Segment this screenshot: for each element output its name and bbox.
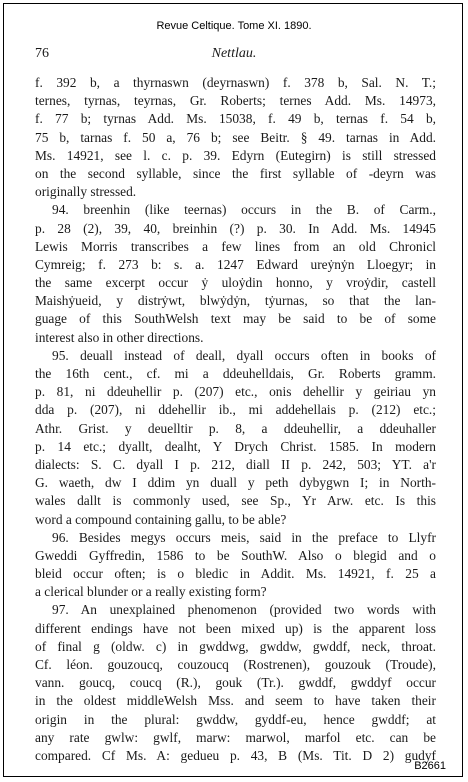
text-line: 94. breenhin (like teernas) occurs in the B. of Carm.,: [52, 202, 436, 218]
text-line: f. 392 b, a thyrnaswn (deyrnaswn) f. 378 b, Sal. N. T.;: [35, 75, 436, 90]
text-line: of final g (oldw. c) in gwddwg, gwddw, gwddf, neck, throat.: [35, 638, 436, 654]
text-line: ternes, tyrnas, teyrnas, Gr. Roberts; ternes Add. Ms. 14973,: [35, 93, 436, 109]
text-line: Athr. Grist. y deuelltir p. 8, a ddeuhellir, a ddeuhaller: [35, 420, 436, 436]
text-line: f. 77 b; tyrnas Add. Ms. 15038, f. 49 b, ternas f. 54 b,: [35, 111, 436, 127]
text-line: the 16th cent., cf. mi a ddeuhelldais, Gr. Roberts gramm.: [35, 366, 436, 381]
reference-code: B2661: [414, 760, 446, 772]
text-line: guage of this SouthWelsh text may be said to be of some: [35, 311, 436, 327]
body-text: [35, 74, 436, 765]
text-line: 97. An unexplained phenomenon (provided two words with: [52, 602, 436, 618]
text-line: p. 81, ni ddeuhellir p. (207) etc., onis dehellir y geiriau yn: [35, 384, 436, 400]
text-line: p. 14 etc.; dyallt, dealht, Y Drych Christ. 1585. In modern: [35, 438, 436, 454]
text-line: originally stressed.: [35, 184, 137, 200]
text-line: 95. deuall instead of deall, dyall occurs often in books of: [52, 347, 436, 363]
text-line: Lewis Morris transcribes a few lines from an old Chronicl: [35, 238, 436, 254]
text-line: 96. Besides megys occurs meis, said in the preface to Llyfr: [52, 529, 436, 545]
text-line: Cymreig; f. 273 b: s. a. 1247 Edward ureẏnẏn Lloegyr; in: [35, 256, 436, 272]
text-line: compared. Cf Ms. A: gedueu p. 43, B (Ms. Tit. D 2) gudyf: [35, 747, 436, 763]
source-header: Revue Celtique. Tome XI. 1890.: [156, 20, 312, 32]
text-line: dda p. (207), ni ddehellir ib., mi addehellais p. (212) etc.;: [35, 402, 436, 418]
text-line: Ms. 14921, see l. c. p. 39. Edyrn (Eutegirn) is still stressed: [35, 147, 436, 163]
text-line: on the second syllable, since the first syllable of -deyrn was: [35, 165, 436, 181]
text-line: different endings have not been mixed up) is the apparent loss: [35, 620, 436, 636]
page-number: 76: [35, 46, 49, 61]
text-line: a clerical blunder or a really existing form?: [35, 584, 267, 600]
text-line: Cf. léon. gouzoucq, couzoucq (Rostrenen), gouzouk (Troude),: [35, 657, 436, 672]
text-line: bleid occur often; is o bledic in Addit. Ms. 14921, f. 25 a: [35, 566, 436, 582]
text-line: interest also in other directions.: [35, 329, 204, 345]
text-line: p. 28 (2), 39, 40, breinhin (?) p. 30. In Add. Ms. 14945: [35, 220, 436, 236]
text-line: Gweddi Gyffredin, 1586 to be SouthW. Also o blegid and o: [35, 547, 436, 563]
text-line: the same excerpt occur ẏ uloẏdin honno, y vroẏdir, castell: [35, 275, 436, 291]
text-line: wales dallt is commonly used, see Sp., Yr Arw. etc. Is this: [35, 493, 436, 509]
text-line: origin in the plural: gwddw, gyddf-eu, hence gwddf; at: [35, 711, 436, 727]
text-line: 75 b, tarnas f. 50 a, 76 b; see Beitr. § 49. tarnas in Add.: [35, 129, 436, 145]
text-line: any rate gwlw: gwlf, marw: marwol, marfol etc. can be: [35, 729, 436, 745]
text-line: G. waeth, dw I ddim yn duall y peth dybygwn I; in North-: [35, 475, 436, 491]
text-line: dialects: S. C. dyall I p. 212, diall II p. 242, 503; YT. a'r: [35, 456, 436, 472]
text-line: vann. goucq, coucq (R.), gouk (Tr.). gwddf, gwddyf occur: [35, 675, 436, 691]
text-line: Maishẏueid, y distrẏwt, blwẏdẏn, tẏurnas, so that the lan-: [35, 293, 436, 309]
text-line: in the oldest middleWelsh Mss. and seem to have taken their: [35, 693, 436, 709]
text-line: word a compound containing gallu, to be able?: [35, 511, 287, 527]
running-head: Nettlau.: [211, 46, 257, 61]
